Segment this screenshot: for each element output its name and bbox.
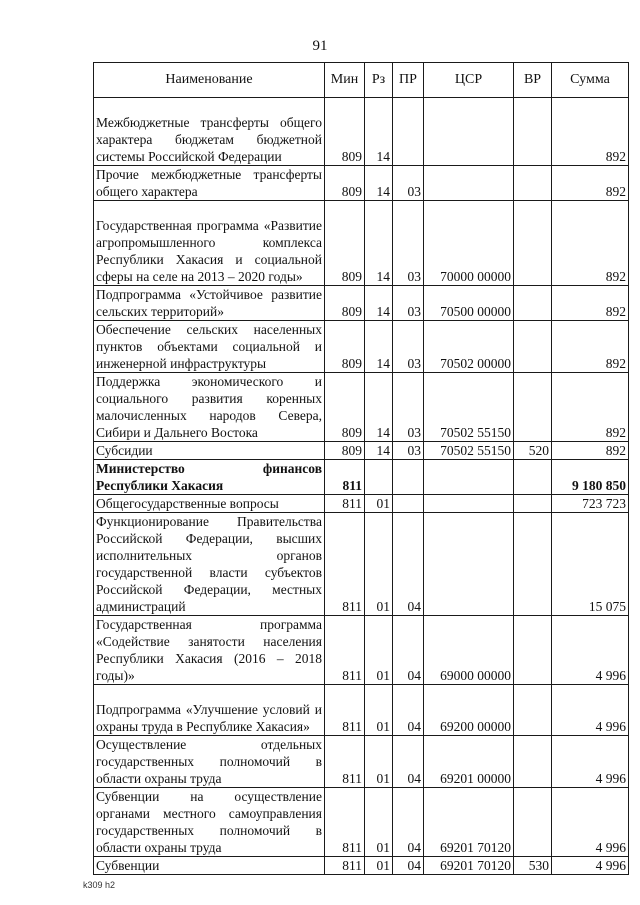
row-min: 811 [325, 685, 365, 736]
table-row [94, 495, 629, 513]
row-pr: 03 [393, 321, 424, 373]
header-csr: ЦСР [424, 63, 514, 98]
row-pr [393, 495, 424, 513]
row-sum: 723 723 [552, 495, 629, 513]
row-name: Государственная программа «Развитие агропромышленного комплекса Республики Хакасия и социальной сферы на селе на 2013 – 2020 годы» [94, 201, 325, 286]
row-rz: 14 [365, 442, 393, 460]
header-rz: Рз [365, 63, 393, 98]
header-sum: Сумма [552, 63, 629, 98]
table-header-row [94, 63, 629, 98]
row-vr [514, 460, 552, 495]
header-name: Наименование [94, 63, 325, 98]
row-name: Государственная программа «Содействие занятости населения Республики Хакасия (2016 – 2018 годы)» [94, 616, 325, 685]
row-rz: 01 [365, 857, 393, 875]
row-vr [514, 513, 552, 616]
row-vr [514, 736, 552, 788]
row-csr: 69200 00000 [424, 685, 514, 736]
row-name: Прочие межбюджетные трансферты общего характера [94, 166, 325, 201]
row-pr: 03 [393, 166, 424, 201]
row-name: Обеспечение сельских населенных пунктов объектами социальной и инженерной инфраструктуры [94, 321, 325, 373]
row-name: Субвенции [94, 857, 325, 875]
row-vr [514, 286, 552, 321]
row-pr: 04 [393, 513, 424, 616]
row-sum: 892 [552, 442, 629, 460]
row-sum: 4 996 [552, 685, 629, 736]
row-rz: 14 [365, 373, 393, 442]
table-row [94, 373, 629, 442]
row-min: 809 [325, 442, 365, 460]
row-min: 811 [325, 857, 365, 875]
row-sum: 4 996 [552, 736, 629, 788]
row-pr: 03 [393, 442, 424, 460]
row-csr: 69000 00000 [424, 616, 514, 685]
row-pr: 04 [393, 857, 424, 875]
row-sum: 892 [552, 166, 629, 201]
row-rz: 01 [365, 513, 393, 616]
row-pr: 03 [393, 286, 424, 321]
row-name: Межбюджетные трансферты общего характера бюджетам бюджетной системы Российской Федерации [94, 98, 325, 166]
row-name: Министерство финансов Республики Хакасия [94, 460, 325, 495]
table-row [94, 442, 629, 460]
row-sum: 892 [552, 286, 629, 321]
row-pr: 04 [393, 685, 424, 736]
row-min: 811 [325, 736, 365, 788]
row-min: 809 [325, 373, 365, 442]
table-row [94, 321, 629, 373]
row-sum: 892 [552, 321, 629, 373]
row-rz: 01 [365, 685, 393, 736]
row-sum: 9 180 850 [552, 460, 629, 495]
table-row [94, 286, 629, 321]
row-sum: 4 996 [552, 788, 629, 857]
row-rz: 14 [365, 98, 393, 166]
row-csr: 70502 00000 [424, 321, 514, 373]
row-csr: 70500 00000 [424, 286, 514, 321]
row-name: Субсидии [94, 442, 325, 460]
row-pr [393, 98, 424, 166]
row-vr: 520 [514, 442, 552, 460]
row-csr: 70502 55150 [424, 442, 514, 460]
row-pr: 04 [393, 616, 424, 685]
row-vr [514, 98, 552, 166]
table-row [94, 201, 629, 286]
row-rz: 14 [365, 166, 393, 201]
row-sum: 4 996 [552, 857, 629, 875]
row-csr: 69201 00000 [424, 736, 514, 788]
row-csr [424, 513, 514, 616]
row-min: 809 [325, 166, 365, 201]
table-row [94, 460, 629, 495]
row-name: Поддержка экономического и социального развития коренных малочисленных народов Севера, Сибири и Дальнего Востока [94, 373, 325, 442]
row-csr [424, 166, 514, 201]
row-vr [514, 616, 552, 685]
row-csr [424, 98, 514, 166]
row-sum: 15 075 [552, 513, 629, 616]
row-name: Общегосударственные вопросы [94, 495, 325, 513]
row-sum: 892 [552, 201, 629, 286]
row-name: Осуществление отдельных государственных полномочий в области охраны труда [94, 736, 325, 788]
row-min: 811 [325, 788, 365, 857]
row-vr [514, 685, 552, 736]
footer-code: k309 h2 [83, 880, 116, 890]
row-min: 811 [325, 460, 365, 495]
row-csr [424, 460, 514, 495]
row-rz: 01 [365, 788, 393, 857]
row-rz: 01 [365, 616, 393, 685]
row-name: Функционирование Правительства Российской Федерации, высших исполнительных органов государственной власти субъектов Российской Федерации, местных администраций [94, 513, 325, 616]
table-row [94, 736, 629, 788]
row-min: 811 [325, 513, 365, 616]
row-name: Подпрограмма «Устойчивое развитие сельских территорий» [94, 286, 325, 321]
table-body [94, 98, 629, 875]
row-sum: 892 [552, 98, 629, 166]
row-vr: 530 [514, 857, 552, 875]
row-csr: 70502 55150 [424, 373, 514, 442]
row-rz [365, 460, 393, 495]
row-min: 809 [325, 201, 365, 286]
row-vr [514, 201, 552, 286]
row-sum: 4 996 [552, 616, 629, 685]
table-row [94, 788, 629, 857]
row-pr [393, 460, 424, 495]
row-min: 809 [325, 286, 365, 321]
row-csr: 69201 70120 [424, 857, 514, 875]
row-pr: 03 [393, 201, 424, 286]
row-vr [514, 788, 552, 857]
row-pr: 04 [393, 736, 424, 788]
budget-table [93, 62, 629, 875]
row-name: Субвенции на осуществление органами местного самоуправления государственных полномочий в области охраны труда [94, 788, 325, 857]
row-csr [424, 495, 514, 513]
table-row [94, 857, 629, 875]
header-min: Мин [325, 63, 365, 98]
row-rz: 14 [365, 321, 393, 373]
row-vr [514, 495, 552, 513]
header-pr: ПР [393, 63, 424, 98]
row-min: 809 [325, 98, 365, 166]
row-min: 809 [325, 321, 365, 373]
table-row [94, 513, 629, 616]
row-csr: 70000 00000 [424, 201, 514, 286]
row-min: 811 [325, 616, 365, 685]
row-rz: 14 [365, 286, 393, 321]
table-row [94, 616, 629, 685]
page-number: 91 [312, 38, 328, 54]
row-pr: 03 [393, 373, 424, 442]
table-row [94, 98, 629, 166]
row-sum: 892 [552, 373, 629, 442]
table-row [94, 166, 629, 201]
row-vr [514, 373, 552, 442]
row-min: 811 [325, 495, 365, 513]
row-rz: 01 [365, 495, 393, 513]
row-rz: 01 [365, 736, 393, 788]
row-csr: 69201 70120 [424, 788, 514, 857]
header-vr: ВР [514, 63, 552, 98]
row-pr: 04 [393, 788, 424, 857]
row-name: Подпрограмма «Улучшение условий и охраны труда в Республике Хакасия» [94, 685, 325, 736]
row-vr [514, 321, 552, 373]
table-row [94, 685, 629, 736]
row-vr [514, 166, 552, 201]
row-rz: 14 [365, 201, 393, 286]
